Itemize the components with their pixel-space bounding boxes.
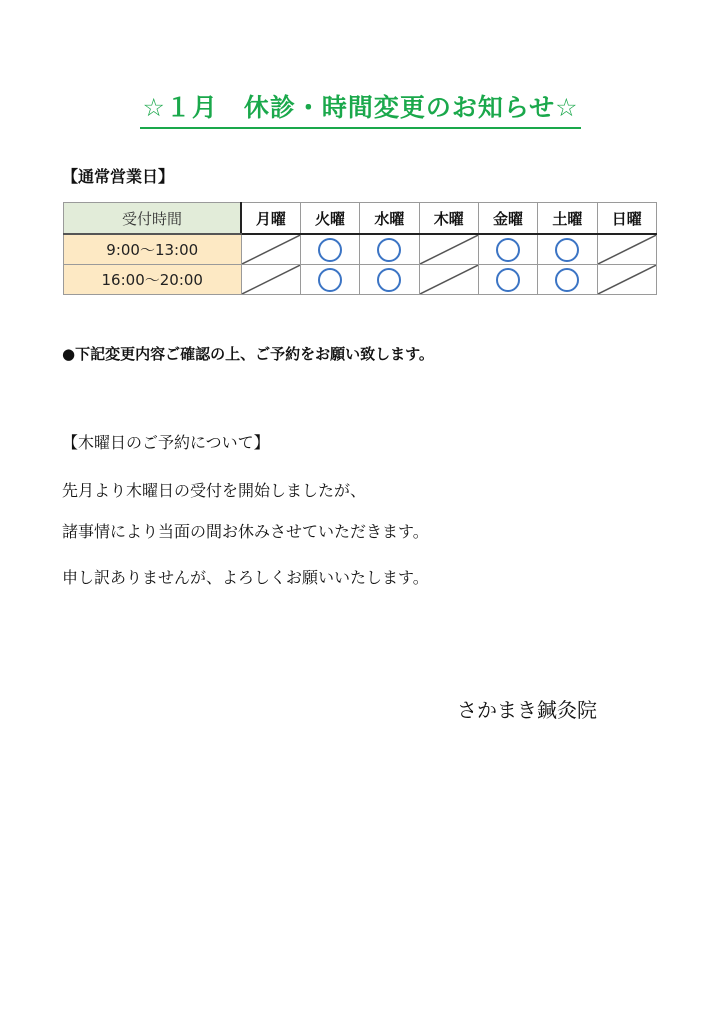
closed-slash-icon bbox=[598, 235, 656, 264]
thursday-line-1: 先月より木曜日の受付を開始しましたが、 bbox=[62, 481, 367, 500]
open-circle-icon bbox=[377, 268, 401, 292]
closed-slash-icon bbox=[598, 265, 656, 294]
day-header-tue: 火曜 bbox=[300, 203, 359, 235]
schedule-cell bbox=[360, 234, 419, 265]
table-header-row bbox=[64, 203, 657, 235]
schedule-cell bbox=[538, 234, 597, 265]
open-circle-icon bbox=[496, 268, 520, 292]
schedule-cell bbox=[419, 265, 478, 295]
schedule-cell bbox=[478, 234, 537, 265]
schedule-cell bbox=[419, 234, 478, 265]
table-row bbox=[64, 265, 657, 295]
open-circle-icon bbox=[318, 238, 342, 262]
time-slot-evening: 16:00～20:00 bbox=[64, 265, 242, 295]
schedule-cell bbox=[360, 265, 419, 295]
schedule-cell bbox=[241, 234, 300, 265]
closed-slash-icon bbox=[420, 265, 478, 294]
closed-slash-icon bbox=[242, 265, 300, 294]
schedule-cell bbox=[538, 265, 597, 295]
day-header-wed: 水曜 bbox=[360, 203, 419, 235]
open-circle-icon bbox=[555, 268, 579, 292]
clinic-signature: さかまき鍼灸院 bbox=[457, 698, 597, 722]
schedule-cell bbox=[597, 234, 656, 265]
schedule-cell bbox=[300, 265, 359, 295]
closed-slash-icon bbox=[420, 235, 478, 264]
schedule-cell bbox=[241, 265, 300, 295]
time-slot-morning: 9:00～13:00 bbox=[64, 234, 242, 265]
table-row bbox=[64, 234, 657, 265]
page-title: ☆１月 休診・時間変更のお知らせ☆ bbox=[140, 88, 580, 129]
open-circle-icon bbox=[377, 238, 401, 262]
confirmation-note: ●下記変更内容ご確認の上、ご予約をお願い致します。 bbox=[62, 345, 434, 363]
thursday-heading: 【木曜日のご予約について】 bbox=[62, 433, 270, 452]
schedule-table bbox=[63, 202, 657, 295]
day-header-sat: 土曜 bbox=[538, 203, 597, 235]
day-header-fri: 金曜 bbox=[478, 203, 537, 235]
open-circle-icon bbox=[496, 238, 520, 262]
thursday-line-2: 諸事情により当面の間お休みさせていただきます。 bbox=[62, 522, 429, 541]
day-header-sun: 日曜 bbox=[597, 203, 656, 235]
schedule-cell bbox=[597, 265, 656, 295]
day-header-thu: 木曜 bbox=[419, 203, 478, 235]
open-circle-icon bbox=[318, 268, 342, 292]
open-circle-icon bbox=[555, 238, 579, 262]
closed-slash-icon bbox=[242, 235, 300, 264]
thursday-line-3: 申し訳ありませんが、よろしくお願いいたします。 bbox=[62, 568, 429, 587]
regular-days-label: 【通常営業日】 bbox=[62, 167, 175, 186]
schedule-cell bbox=[478, 265, 537, 295]
reception-time-header: 受付時間 bbox=[64, 203, 242, 235]
title-wrap bbox=[0, 88, 721, 129]
day-header-mon: 月曜 bbox=[241, 203, 300, 235]
schedule-cell bbox=[300, 234, 359, 265]
